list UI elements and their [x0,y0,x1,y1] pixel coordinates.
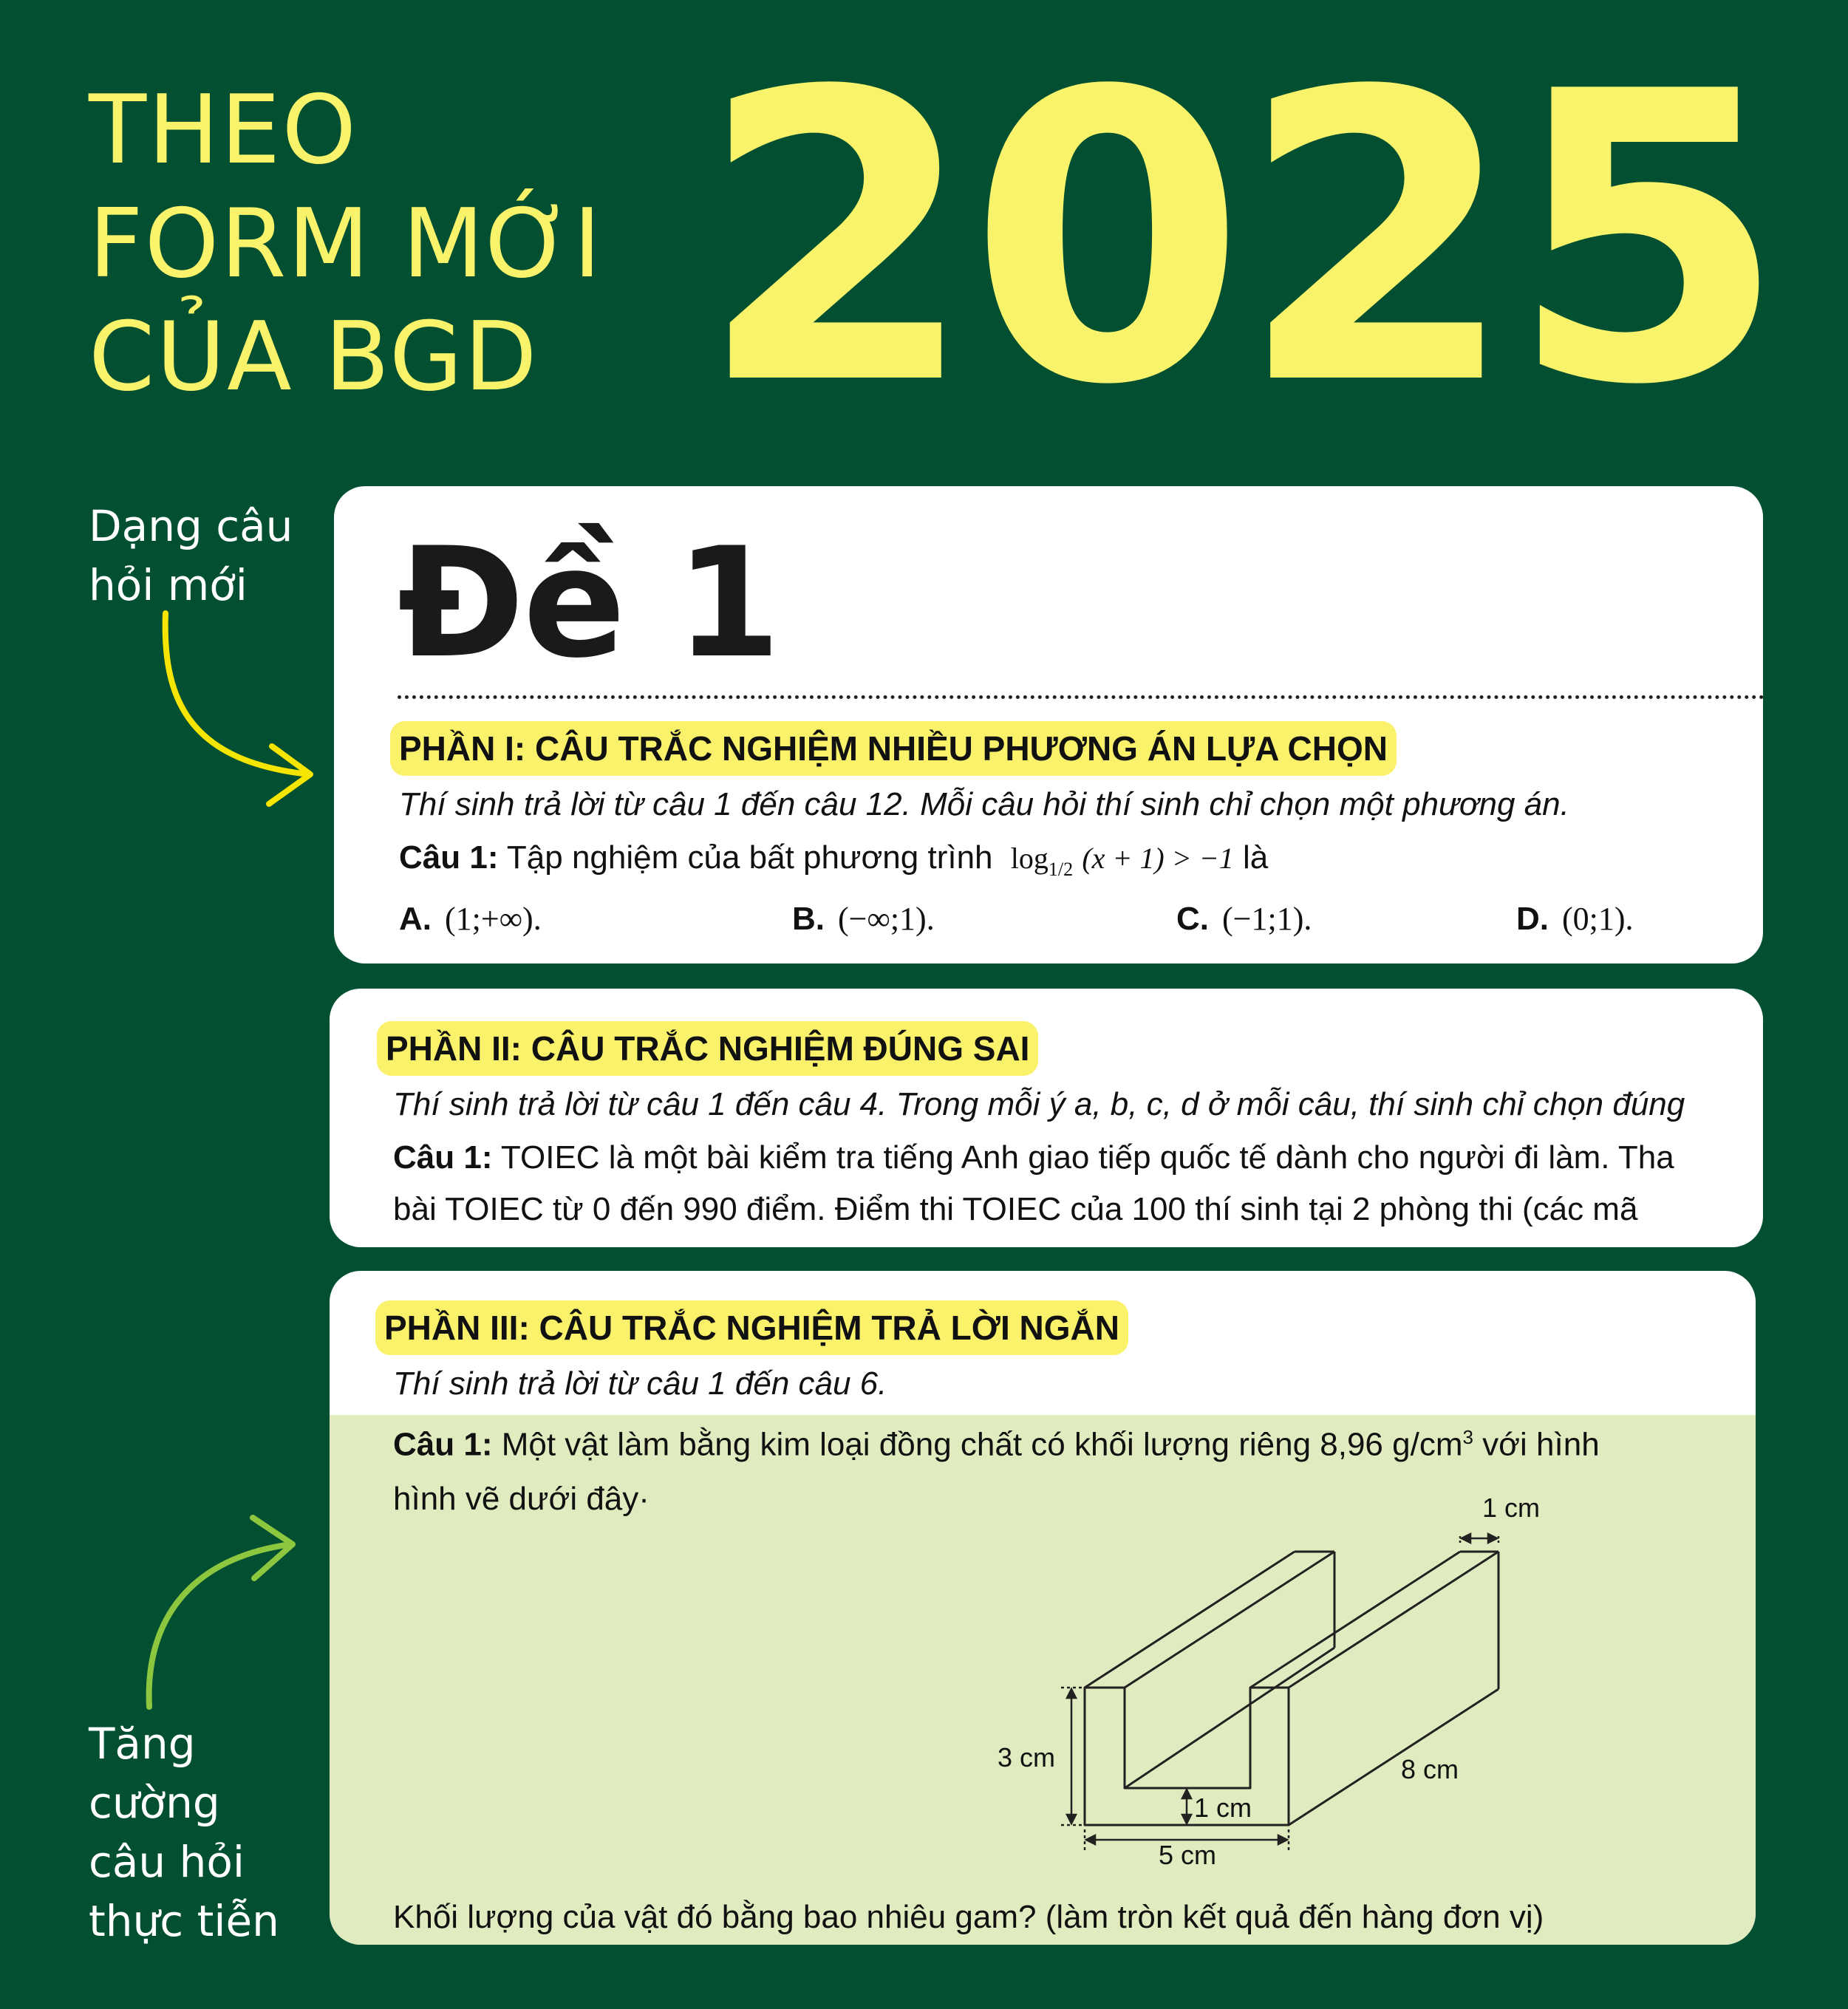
option-d[interactable] [1516,900,1634,938]
question-label: Câu 1: [399,839,499,876]
figure-label-top-width: 1 cm [1482,1493,1541,1523]
option-c-label: C. [1176,901,1209,937]
question-part3-line2: hình vẽ dưới đây· [393,1481,649,1517]
figure-label-length: 8 cm [1401,1754,1459,1784]
header-line-3: CỦA BGD [89,302,539,413]
option-b[interactable] [792,900,935,938]
math-argument: (x + 1) > −1 [1082,842,1234,875]
side-label-bottom-line-1: Tăng [89,1719,196,1769]
question-text: Tập nghiệm của bất phương trình [506,839,993,876]
arrow-green-icon [133,1507,310,1714]
option-c[interactable] [1176,900,1312,938]
side-label-bottom-line-2: cường [89,1778,220,1828]
section-badge-part3: PHẦN III: CÂU TRẮC NGHIỆM TRẢ LỜI NGẮN [375,1300,1128,1355]
figure-label-base-thickness: 1 cm [1194,1793,1252,1823]
question-part1 [399,839,1268,881]
exam-card-part1 [334,486,1763,963]
question-part3-footer: Khối lượng của vật đó bằng bao nhiêu gam? (làm tròn kết quả đến hàng đơn vị) [393,1899,1544,1935]
instruction-part2: Thí sinh trả lời từ câu 1 đến câu 4. Trong mỗi ý a, b, c, d ở mỗi câu, thí sinh chỉ chọn đúng [393,1086,1685,1122]
figure-label-width: 5 cm [1159,1840,1217,1870]
header-line-2: FORM MỚI [89,188,603,299]
question-part2-line2: bài TOIEC từ 0 đến 990 điểm. Điểm thi TOIEC của 100 thí sinh tại 2 phòng thi (các mã [393,1191,1638,1227]
instruction-part3: Thí sinh trả lời từ câu 1 đến câu 6. [393,1365,887,1402]
option-c-value: (−1;1). [1222,901,1312,937]
option-d-label: D. [1516,901,1549,937]
side-label-bottom-line-4: thực tiễn [89,1896,279,1946]
instruction-part1: Thí sinh trả lời từ câu 1 đến câu 12. Mỗi câu hỏi thí sinh chỉ chọn một phương án. [399,786,1569,822]
section-badge-part2: PHẦN II: CÂU TRẮC NGHIỆM ĐÚNG SAI [377,1021,1038,1076]
exam-card-part3 [330,1271,1756,1945]
question-part3-text1-end: với hình [1482,1426,1600,1463]
figure-label-height: 3 cm [998,1742,1056,1773]
option-a-value: (1;+∞). [445,901,542,937]
option-a[interactable] [399,900,542,938]
side-label-top-line-2: hỏi mới [89,560,248,610]
question-end: là [1242,839,1269,876]
dotted-divider [398,695,1763,699]
header-line-1: THEO [89,75,358,185]
exam-card-part2 [330,989,1763,1247]
exam-title: Đề 1 [398,516,780,692]
side-label-practical [89,1714,279,1951]
side-label-top-line-1: Dạng câu [89,501,293,551]
header-year: 2025 [698,8,1779,472]
question-part2-text1: TOIEC là một bài kiểm tra tiếng Anh giao tiếp quốc tế dành cho người đi làm. Tha [500,1139,1674,1176]
question-part3-text1: Một vật làm bằng kim loại đồng chất có khối lượng riêng 8,96 g/cm [501,1426,1463,1463]
side-label-new-question [89,497,293,615]
question-part2-label: Câu 1: [393,1139,493,1176]
option-b-value: (−∞;1). [838,901,935,937]
option-b-label: B. [792,901,825,937]
u-channel-figure [330,1271,1756,1945]
question-part3-sup: 3 [1462,1426,1473,1448]
arrow-yellow-icon [133,606,325,813]
option-a-label: A. [399,901,432,937]
question-part2-line1 [393,1139,1674,1176]
math-log: log [1010,842,1049,875]
section-badge-part1: PHẦN I: CÂU TRẮC NGHIỆM NHIỀU PHƯƠNG ÁN LỰA CHỌN [390,721,1397,776]
side-label-bottom-line-3: câu hỏi [89,1837,245,1887]
header-tagline [89,74,603,415]
question-part3-label: Câu 1: [393,1426,493,1463]
math-log-base: 1/2 [1048,858,1074,880]
option-d-value: (0;1). [1562,901,1634,937]
